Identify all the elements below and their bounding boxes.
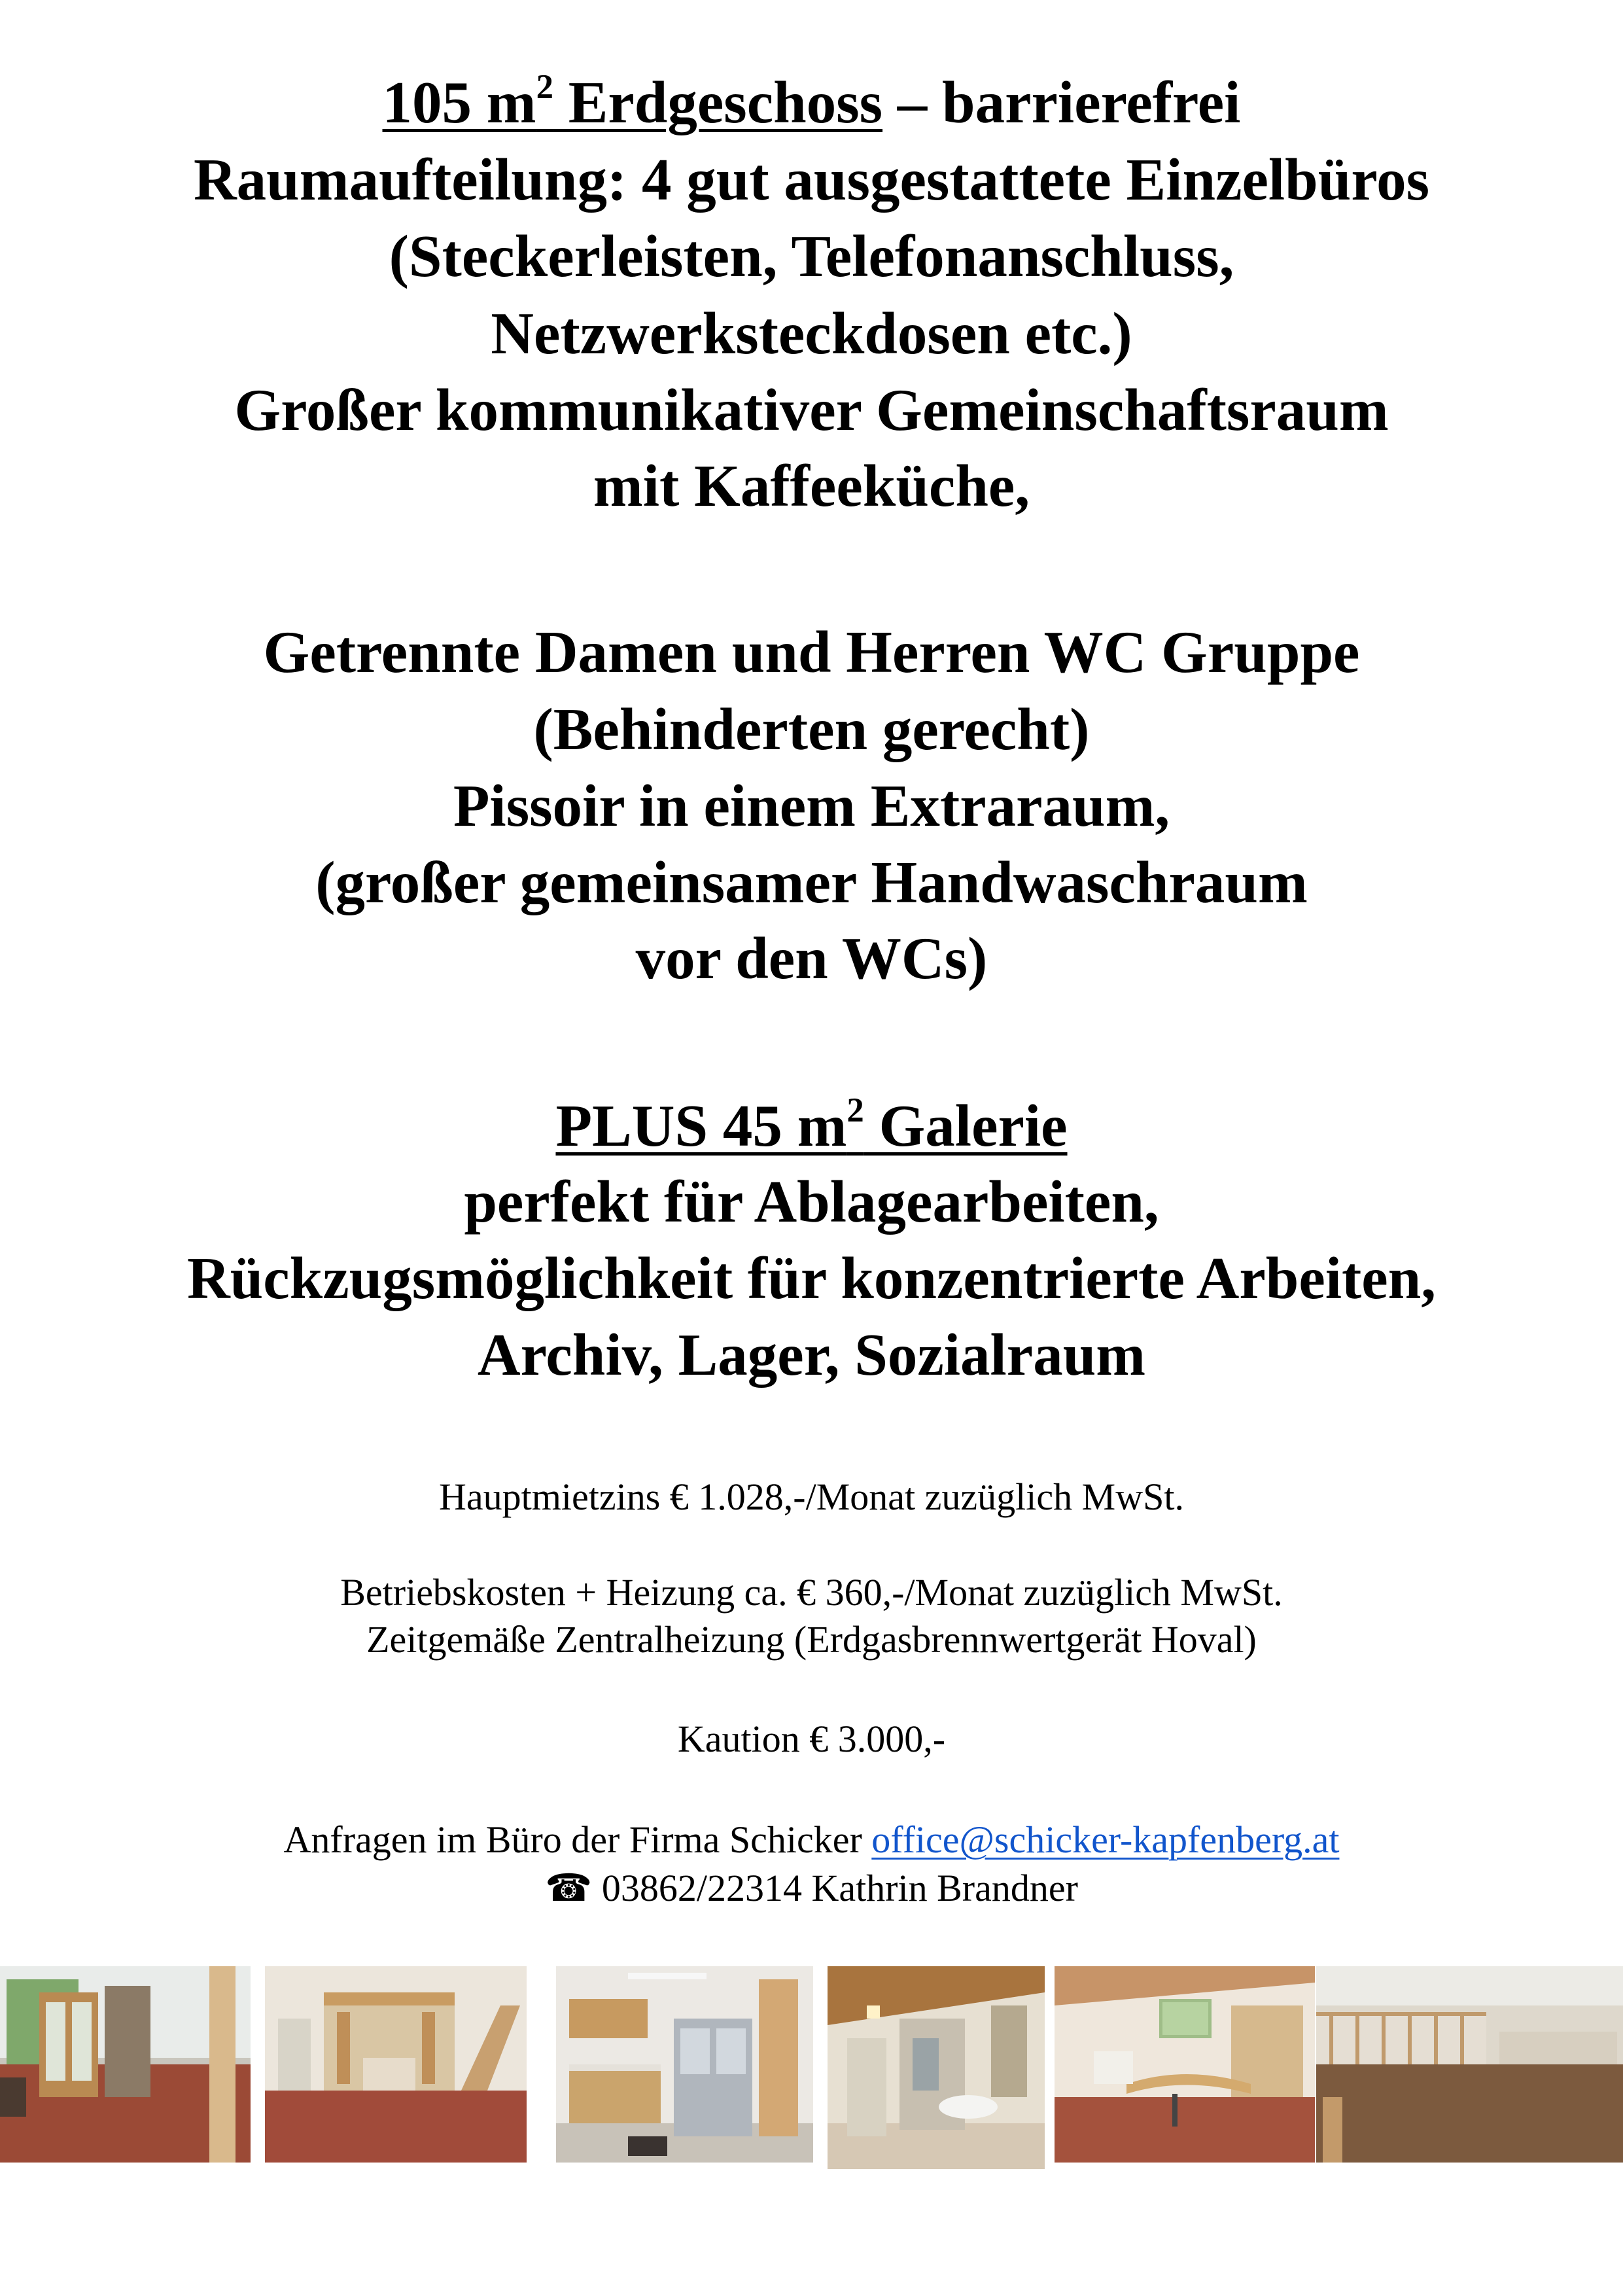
operating-costs-line: Betriebskosten + Heizung ca. € 360,-/Monat zuzüglich MwSt. <box>340 1571 1283 1614</box>
email-link[interactable]: office@schicker-kapfenberg.at <box>871 1818 1340 1861</box>
gallery-line-3: Archiv, Lager, Sozialraum <box>477 1322 1146 1388</box>
wc-line-4: (großer gemeinsamer Handwaschraum <box>315 849 1308 915</box>
heating-line: Zeitgemäße Zentralheizung (Erdgasbrennwertgerät Hoval) <box>366 1618 1257 1661</box>
gallery-line-1: perfekt für Ablagearbeiten, <box>464 1169 1159 1235</box>
rent-line: Hauptmietzins € 1.028,-/Monat zuzüglich MwSt. <box>439 1475 1184 1518</box>
gallery-line-2: Rückzugsmöglichkeit für konzentrierte Arbeiten, <box>186 1245 1437 1311</box>
inquiry-text: Anfragen im Büro der Firma Schicker <box>283 1818 872 1861</box>
wc-line-2: (Behinderten gerecht) <box>533 696 1090 762</box>
photo-gallery-room <box>1316 1966 1623 2163</box>
wc-line-5: vor den WCs) <box>635 925 988 991</box>
phone-line <box>0 1865 1623 1912</box>
photo-room-with-glass-doors <box>0 1966 251 2163</box>
deposit-line: Kaution € 3.000,- <box>677 1718 946 1760</box>
photo-kitchenette <box>556 1966 813 2163</box>
equipment-line-1: (Steckerleisten, Telefonanschluss, <box>389 223 1234 289</box>
phone-text: 03862/22314 Kathrin Brandner <box>592 1867 1078 1909</box>
accessibility-text: – barrierefrei <box>882 69 1241 135</box>
photo-office-with-desk <box>1055 1966 1315 2163</box>
equipment-line-2: Netzwerksteckdosen etc.) <box>491 300 1132 366</box>
photo-hall-with-gallery <box>265 1966 527 2163</box>
telephone-icon: ☎ <box>545 1867 593 1909</box>
photo-strip <box>0 1966 1623 2169</box>
area-text: 105 $m^2$ Erdgeschoss <box>382 67 883 135</box>
wc-line-1: Getrennte Damen und Herren WC Gruppe <box>263 619 1360 685</box>
kitchen-line: mit Kaffeeküche, <box>593 453 1030 519</box>
room-layout-line: Raumaufteilung: 4 gut ausgestattete Einzelbüros <box>193 147 1430 213</box>
common-room-line: Großer kommunikativer Gemeinschaftsraum <box>234 377 1389 443</box>
gallery-area-text: PLUS 45 $m^2$ Galerie <box>555 1091 1068 1159</box>
inquiry-line <box>0 1816 1623 1863</box>
wc-line-3: Pissoir in einem Extraraum, <box>453 773 1170 839</box>
photo-washroom <box>828 1966 1045 2169</box>
